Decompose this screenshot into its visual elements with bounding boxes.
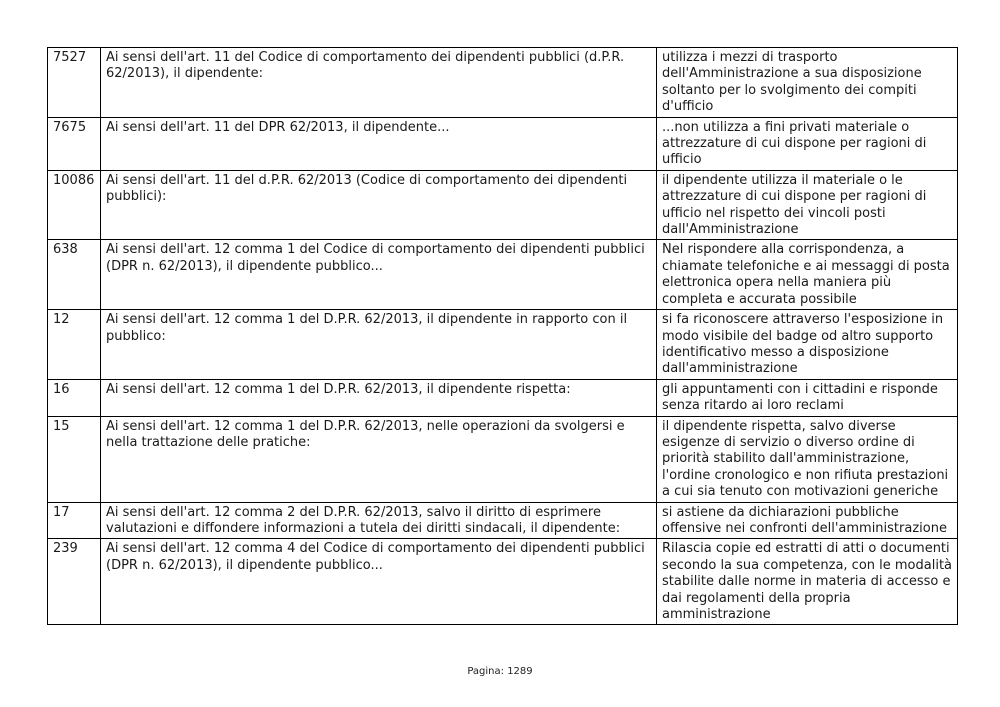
row-id: 7675: [48, 117, 101, 170]
question-text: Ai sensi dell'art. 12 comma 1 del D.P.R. 62/2013, il dipendente in rapporto con il pubblico:: [101, 310, 657, 380]
table-row: [48, 117, 958, 170]
question-text: Ai sensi dell'art. 12 comma 1 del Codice di comportamento dei dipendenti pubblici (DPR n. 62/2013), il dipendente pubblico...: [101, 240, 657, 310]
question-text: Ai sensi dell'art. 11 del d.P.R. 62/2013 (Codice di comportamento dei dipendenti pubblici):: [101, 170, 657, 240]
row-id: 7527: [48, 48, 101, 118]
table-row: [48, 240, 958, 310]
answer-text: gli appuntamenti con i cittadini e risponde senza ritardo ai loro reclami: [657, 379, 958, 416]
row-id: 638: [48, 240, 101, 310]
table-row: [48, 416, 958, 502]
page-number: Pagina: 1289: [467, 666, 533, 677]
answer-text: Nel rispondere alla corrispondenza, a chiamate telefoniche e ai messaggi di posta elettronica opera nella maniera più completa e accurata possibile: [657, 240, 958, 310]
question-text: Ai sensi dell'art. 12 comma 1 del D.P.R. 62/2013, nelle operazioni da svolgersi e nella trattazione delle pratiche:: [101, 416, 657, 502]
question-text: Ai sensi dell'art. 12 comma 2 del D.P.R. 62/2013, salvo il diritto di esprimere valutazioni e diffondere informazioni a tutela dei diritti sindacali, il dipendente:: [101, 502, 657, 539]
table-row: [48, 539, 958, 625]
row-id: 12: [48, 310, 101, 380]
table-row: [48, 48, 958, 118]
table-row: [48, 379, 958, 416]
answer-text: utilizza i mezzi di trasporto dell'Amministrazione a sua disposizione soltanto per lo svolgimento dei compiti d'ufficio: [657, 48, 958, 118]
answer-text: Rilascia copie ed estratti di atti o documenti secondo la sua competenza, con le modalità stabilite dalle norme in materia di accesso e dai regolamenti della propria amministrazione: [657, 539, 958, 625]
row-id: 15: [48, 416, 101, 502]
question-text: Ai sensi dell'art. 12 comma 4 del Codice di comportamento dei dipendenti pubblici (DPR n. 62/2013), il dipendente pubblico...: [101, 539, 657, 625]
answer-text: il dipendente rispetta, salvo diverse esigenze di servizio o diverso ordine di priorità stabilito dall'amministrazione, l'ordine cronologico e non rifiuta prestazioni a cui sia tenuto con motivazioni generiche: [657, 416, 958, 502]
row-id: 10086: [48, 170, 101, 240]
question-text: Ai sensi dell'art. 11 del DPR 62/2013, il dipendente...: [101, 117, 657, 170]
row-id: 16: [48, 379, 101, 416]
table-row: [48, 170, 958, 240]
question-answer-table: [47, 47, 958, 625]
answer-text: si fa riconoscere attraverso l'esposizione in modo visibile del badge od altro supporto identificativo messo a disposizione dall'amministrazione: [657, 310, 958, 380]
answer-text: si astiene da dichiarazioni pubbliche offensive nei confronti dell'amministrazione: [657, 502, 958, 539]
row-id: 239: [48, 539, 101, 625]
answer-text: il dipendente utilizza il materiale o le attrezzature di cui dispone per ragioni di ufficio nel rispetto dei vincoli posti dall'Amministrazione: [657, 170, 958, 240]
row-id: 17: [48, 502, 101, 539]
question-text: Ai sensi dell'art. 12 comma 1 del D.P.R. 62/2013, il dipendente rispetta:: [101, 379, 657, 416]
table-row: [48, 502, 958, 539]
answer-text: ...non utilizza a fini privati materiale o attrezzature di cui dispone per ragioni di ufficio: [657, 117, 958, 170]
question-text: Ai sensi dell'art. 11 del Codice di comportamento dei dipendenti pubblici (d.P.R. 62/2013), il dipendente:: [101, 48, 657, 118]
table-row: [48, 310, 958, 380]
